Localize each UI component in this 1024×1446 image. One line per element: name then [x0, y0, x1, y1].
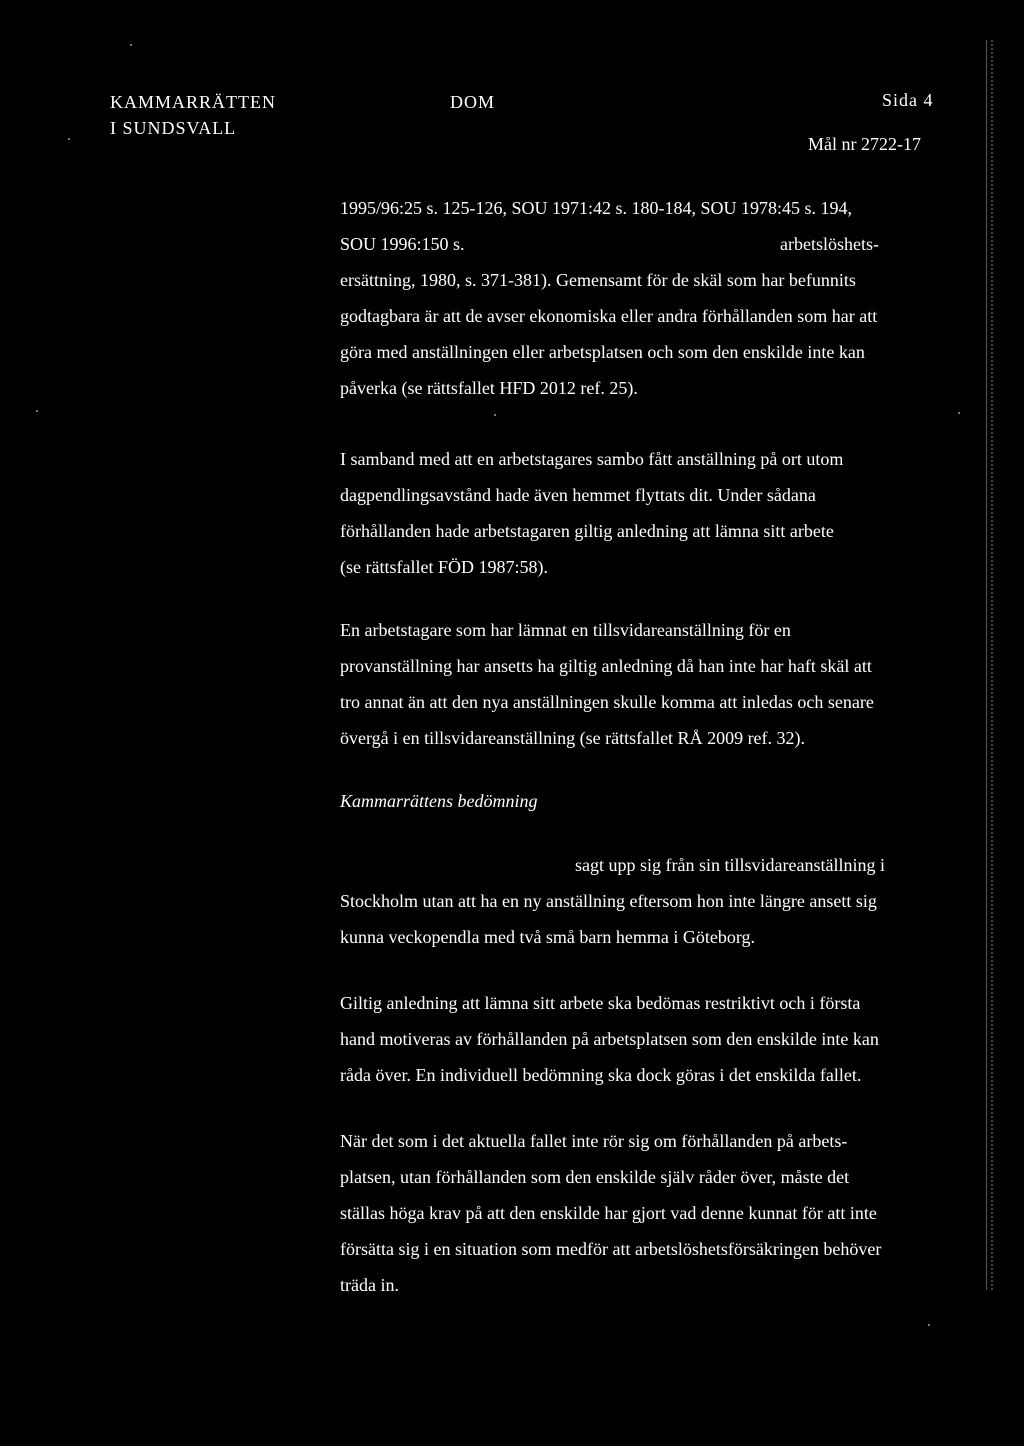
text-line: träda in. [340, 1275, 399, 1295]
scan-edge-line [986, 40, 993, 1290]
text-line-end: arbetslöshets- [780, 234, 879, 254]
paragraph-restrictive-assessment [340, 985, 879, 1093]
case-number: Mål nr 2722-17 [808, 134, 921, 154]
text-line: göra med anställningen eller arbetsplatsen och som den enskilde inte kan [340, 342, 865, 362]
text-line: platsen, utan förhållanden som den enskilde själv råder över, måste det [340, 1167, 850, 1187]
paragraph-references [340, 190, 877, 406]
text-line: ersättning, 1980, s. 371-381). Gemensamt för de skäl som har befunnits [340, 270, 856, 290]
text-line-start: SOU 1996:150 s. [340, 234, 465, 254]
text-line: övergå i en tillsvidareanställning (se rättsfallet RÅ 2009 ref. 32). [340, 728, 806, 748]
scan-speck [36, 410, 38, 412]
page-number: Sida 4 [882, 90, 934, 110]
text-line: Giltig anledning att lämna sitt arbete ska bedömas restriktivt och i första [340, 993, 861, 1013]
scan-speck [928, 1324, 930, 1326]
paragraph-assessment [340, 847, 885, 955]
court-name-line1: KAMMARRÄTTEN [110, 92, 277, 112]
document-type: DOM [450, 92, 496, 112]
text-line: försätta sig i en situation som medför att arbetslöshetsförsäkringen behöver [340, 1239, 882, 1259]
text-line: kunna veckopendla med två små barn hemma i Göteborg. [340, 927, 756, 947]
court-name-line2: I SUNDSVALL [110, 118, 237, 138]
text-line [340, 226, 877, 262]
text-line: När det som i det aktuella fallet inte rör sig om förhållanden på arbets- [340, 1131, 848, 1151]
paragraph-sambo-case [340, 441, 843, 585]
text-line: ställas höga krav på att den enskilde har gjort vad denne kunnat för att inte [340, 1203, 877, 1223]
paragraph-conclusion [340, 1123, 881, 1303]
text-line: En arbetstagare som har lämnat en tillsvidareanställning för en [340, 620, 791, 640]
text-line: påverka (se rättsfallet HFD 2012 ref. 25). [340, 378, 638, 398]
text-line: provanställning har ansetts ha giltig anledning då han inte har haft skäl att [340, 656, 872, 676]
text-line: (se rättsfallet FÖD 1987:58). [340, 557, 548, 577]
text-line: Stockholm utan att ha en ny anställning eftersom hon inte längre ansett sig [340, 891, 877, 911]
section-heading: Kammarrättens bedömning [340, 791, 538, 811]
text-line: tro annat än att den nya anställningen skulle komma att inledas och senare [340, 692, 874, 712]
text-line: hand motiveras av förhållanden på arbetsplatsen som den enskilde inte kan [340, 1029, 879, 1049]
scan-speck [494, 414, 496, 416]
scan-speck [958, 412, 960, 414]
scan-speck [130, 44, 132, 46]
scan-speck [68, 138, 70, 140]
text-line: sagt upp sig från sin tillsvidareanställning i [575, 855, 885, 875]
text-line: godtagbara är att de avser ekonomiska eller andra förhållanden som har att [340, 306, 878, 326]
text-line: I samband med att en arbetstagares sambo fått anställning på ort utom [340, 449, 844, 469]
text-line: 1995/96:25 s. 125-126, SOU 1971:42 s. 180-184, SOU 1978:45 s. 194, [340, 198, 853, 218]
text-line: råda över. En individuell bedömning ska dock göras i det enskilda fallet. [340, 1065, 862, 1085]
text-line: förhållanden hade arbetstagaren giltig anledning att lämna sitt arbete [340, 521, 834, 541]
paragraph-provanstallning-case [340, 612, 874, 756]
text-line: dagpendlingsavstånd hade även hemmet flyttats dit. Under sådana [340, 485, 816, 505]
